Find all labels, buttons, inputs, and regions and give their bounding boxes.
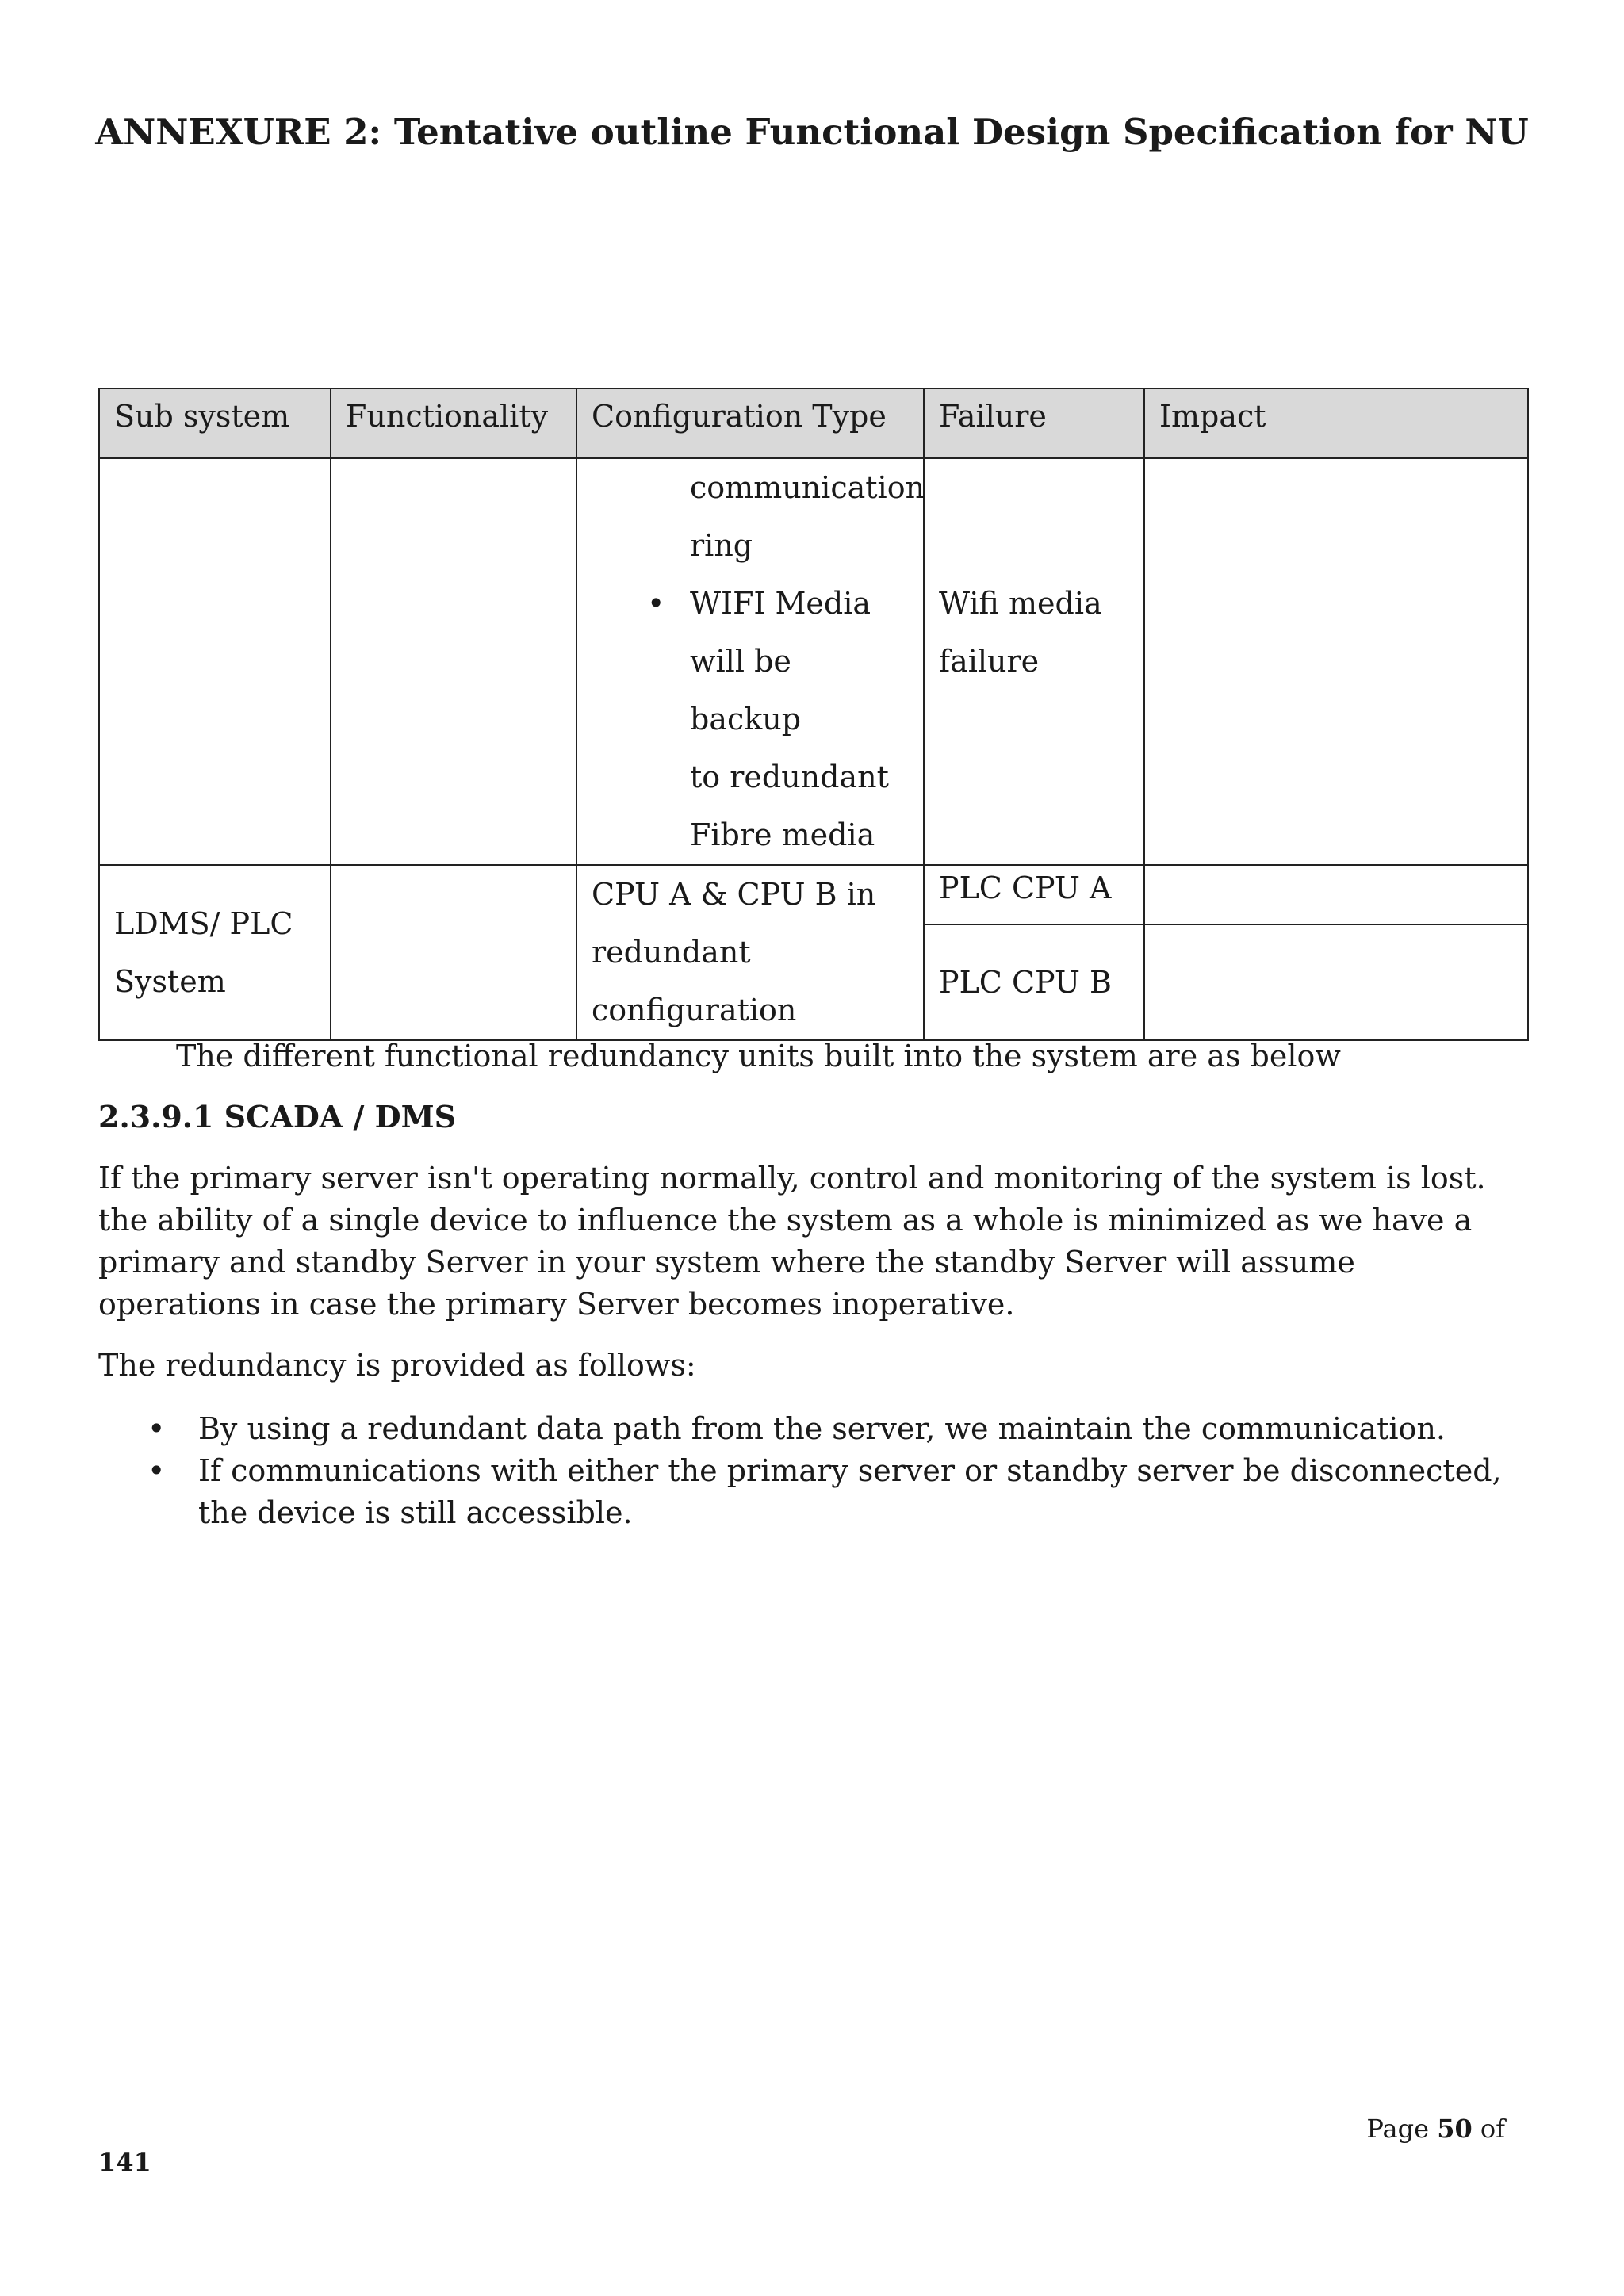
cell-impact-empty <box>1144 458 1528 865</box>
page-title: ANNEXURE 2: Tentative outline Functional Design Specification for NU <box>95 111 1529 153</box>
config-text-line: CPU A & CPU B in <box>592 877 876 912</box>
list-item <box>98 1408 1526 1450</box>
config-text-line: configuration <box>592 993 797 1027</box>
failure-impact-table <box>98 388 1529 1041</box>
bullet-icon: • <box>147 1453 166 1488</box>
config-text-line: will be backup <box>690 644 802 737</box>
header-impact: Impact <box>1144 388 1528 458</box>
table-row <box>99 865 1528 924</box>
cell-impact-empty <box>1144 865 1528 924</box>
cell-subsystem-empty <box>99 458 331 865</box>
config-text-line: ring <box>690 528 753 563</box>
bullet-icon: • <box>647 586 665 621</box>
section-heading: 2.3.9.1 SCADA / DMS <box>98 1099 457 1135</box>
header-configuration-type: Configuration Type <box>576 388 924 458</box>
header-sub-system: Sub system <box>99 388 331 458</box>
cell-impact-empty <box>1144 924 1528 1040</box>
cell-configuration-type <box>576 865 924 1040</box>
bullet-list <box>98 1408 1526 1534</box>
config-text-line: to redundant <box>690 760 889 794</box>
page-suffix: of <box>1480 2114 1505 2144</box>
config-text-line: redundant <box>592 935 751 970</box>
bullet-icon: • <box>147 1411 166 1446</box>
list-item <box>98 1450 1526 1534</box>
config-text-line: Fibre media <box>690 817 875 852</box>
table-row <box>99 458 1528 865</box>
cell-functionality-empty <box>331 458 576 865</box>
intro-text: The different functional redundancy units built into the system are as below <box>176 1039 1341 1073</box>
failure-text-line: failure <box>939 644 1040 679</box>
cell-configuration-type <box>576 458 924 865</box>
body-paragraph: If the primary server isn't operating normally, control and monitoring of the system is lost. the ability of a single device to influence the system as a whole is minimized as we have a primary and standby Server in your system where the standby Server will assume operations in case the primary Server becomes inoperative. <box>98 1161 1486 1322</box>
total-pages: 141 <box>98 2147 151 2177</box>
subsystem-text-line: System <box>114 963 226 999</box>
cell-failure <box>924 458 1144 865</box>
cell-subsystem <box>99 865 331 1040</box>
cell-failure-cpu-a: PLC CPU A <box>924 865 1144 924</box>
failure-text-line: Wifi media <box>939 586 1102 621</box>
cell-failure-cpu-b: PLC CPU B <box>924 924 1144 1040</box>
cell-functionality-empty <box>331 865 576 1040</box>
body-paragraph: The redundancy is provided as follows: <box>98 1348 696 1383</box>
page-number-value: 50 <box>1437 2114 1473 2144</box>
list-item-text: If communications with either the primary server or standby server be disconnected, the device is still accessible. <box>198 1453 1502 1530</box>
header-failure: Failure <box>924 388 1144 458</box>
header-functionality: Functionality <box>331 388 576 458</box>
config-text-line: communication <box>690 470 925 505</box>
table-header-row <box>99 388 1528 458</box>
page-prefix: Page <box>1366 2114 1430 2144</box>
subsystem-text-line: LDMS/ PLC <box>114 905 293 941</box>
config-text-line: WIFI Media <box>690 586 871 621</box>
config-bullet-item <box>592 575 909 633</box>
list-item-text: By using a redundant data path from the server, we maintain the communication. <box>198 1411 1446 1446</box>
page-number <box>1366 2114 1505 2144</box>
